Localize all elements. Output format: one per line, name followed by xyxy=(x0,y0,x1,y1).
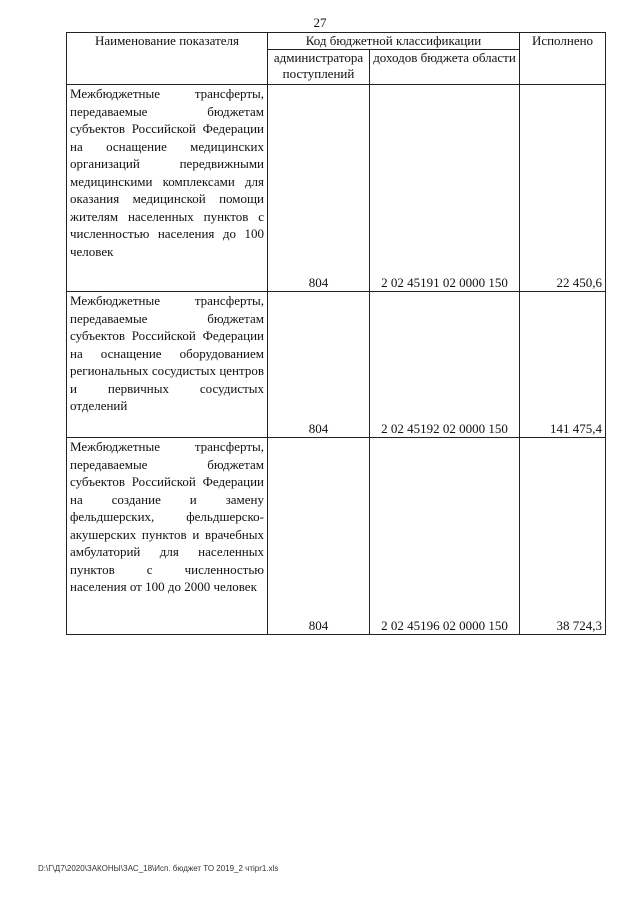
table-header-row xyxy=(67,33,606,50)
row-amount: 141 475,4 xyxy=(520,292,606,438)
footer-file-path: D:\Г\Д7\2020\ЗАКОНЫ\ЗАС_18\Исп. бюджет ТО 2019_2 чтipr1.xls xyxy=(38,864,279,873)
row-classification-code: 2 02 45191 02 0000 150 xyxy=(370,85,520,292)
header-revenue: доходов бюджета области xyxy=(370,50,520,85)
budget-table xyxy=(66,32,606,635)
row-name: Межбюджетные трансферты, передаваемые бюджетам субъектов Российской Федерации на оснащение медицинских организаций передвижными медицинскими комплексами для оказания медицинской помощи жителям населенных пунктов с численностью населения до 100 человек xyxy=(67,85,268,292)
header-executed: Исполнено xyxy=(520,33,606,85)
row-name: Межбюджетные трансферты, передаваемые бюджетам субъектов Российской Федерации на создание и замену фельдшерских, фельдшерско-акушерских пунктов и врачебных амбулаторий для населенных пунктов с численностью населения от 100 до 2000 человек xyxy=(67,438,268,635)
header-name: Наименование показателя xyxy=(67,33,268,85)
table-row xyxy=(67,292,606,438)
table-row xyxy=(67,438,606,635)
header-admin: администратора поступлений xyxy=(268,50,370,85)
row-amount: 38 724,3 xyxy=(520,438,606,635)
page-number: 27 xyxy=(313,15,327,30)
row-name: Межбюджетные трансферты, передаваемые бюджетам субъектов Российской Федерации на оснащение оборудованием региональных сосудистых центров и первичных сосудистых отделений xyxy=(67,292,268,438)
row-amount: 22 450,6 xyxy=(520,85,606,292)
row-admin-code: 804 xyxy=(268,438,370,635)
row-admin-code: 804 xyxy=(268,85,370,292)
header-code-group: Код бюджетной классификации xyxy=(268,33,520,50)
row-classification-code: 2 02 45192 02 0000 150 xyxy=(370,292,520,438)
table-row xyxy=(67,85,606,292)
row-admin-code: 804 xyxy=(268,292,370,438)
row-classification-code: 2 02 45196 02 0000 150 xyxy=(370,438,520,635)
